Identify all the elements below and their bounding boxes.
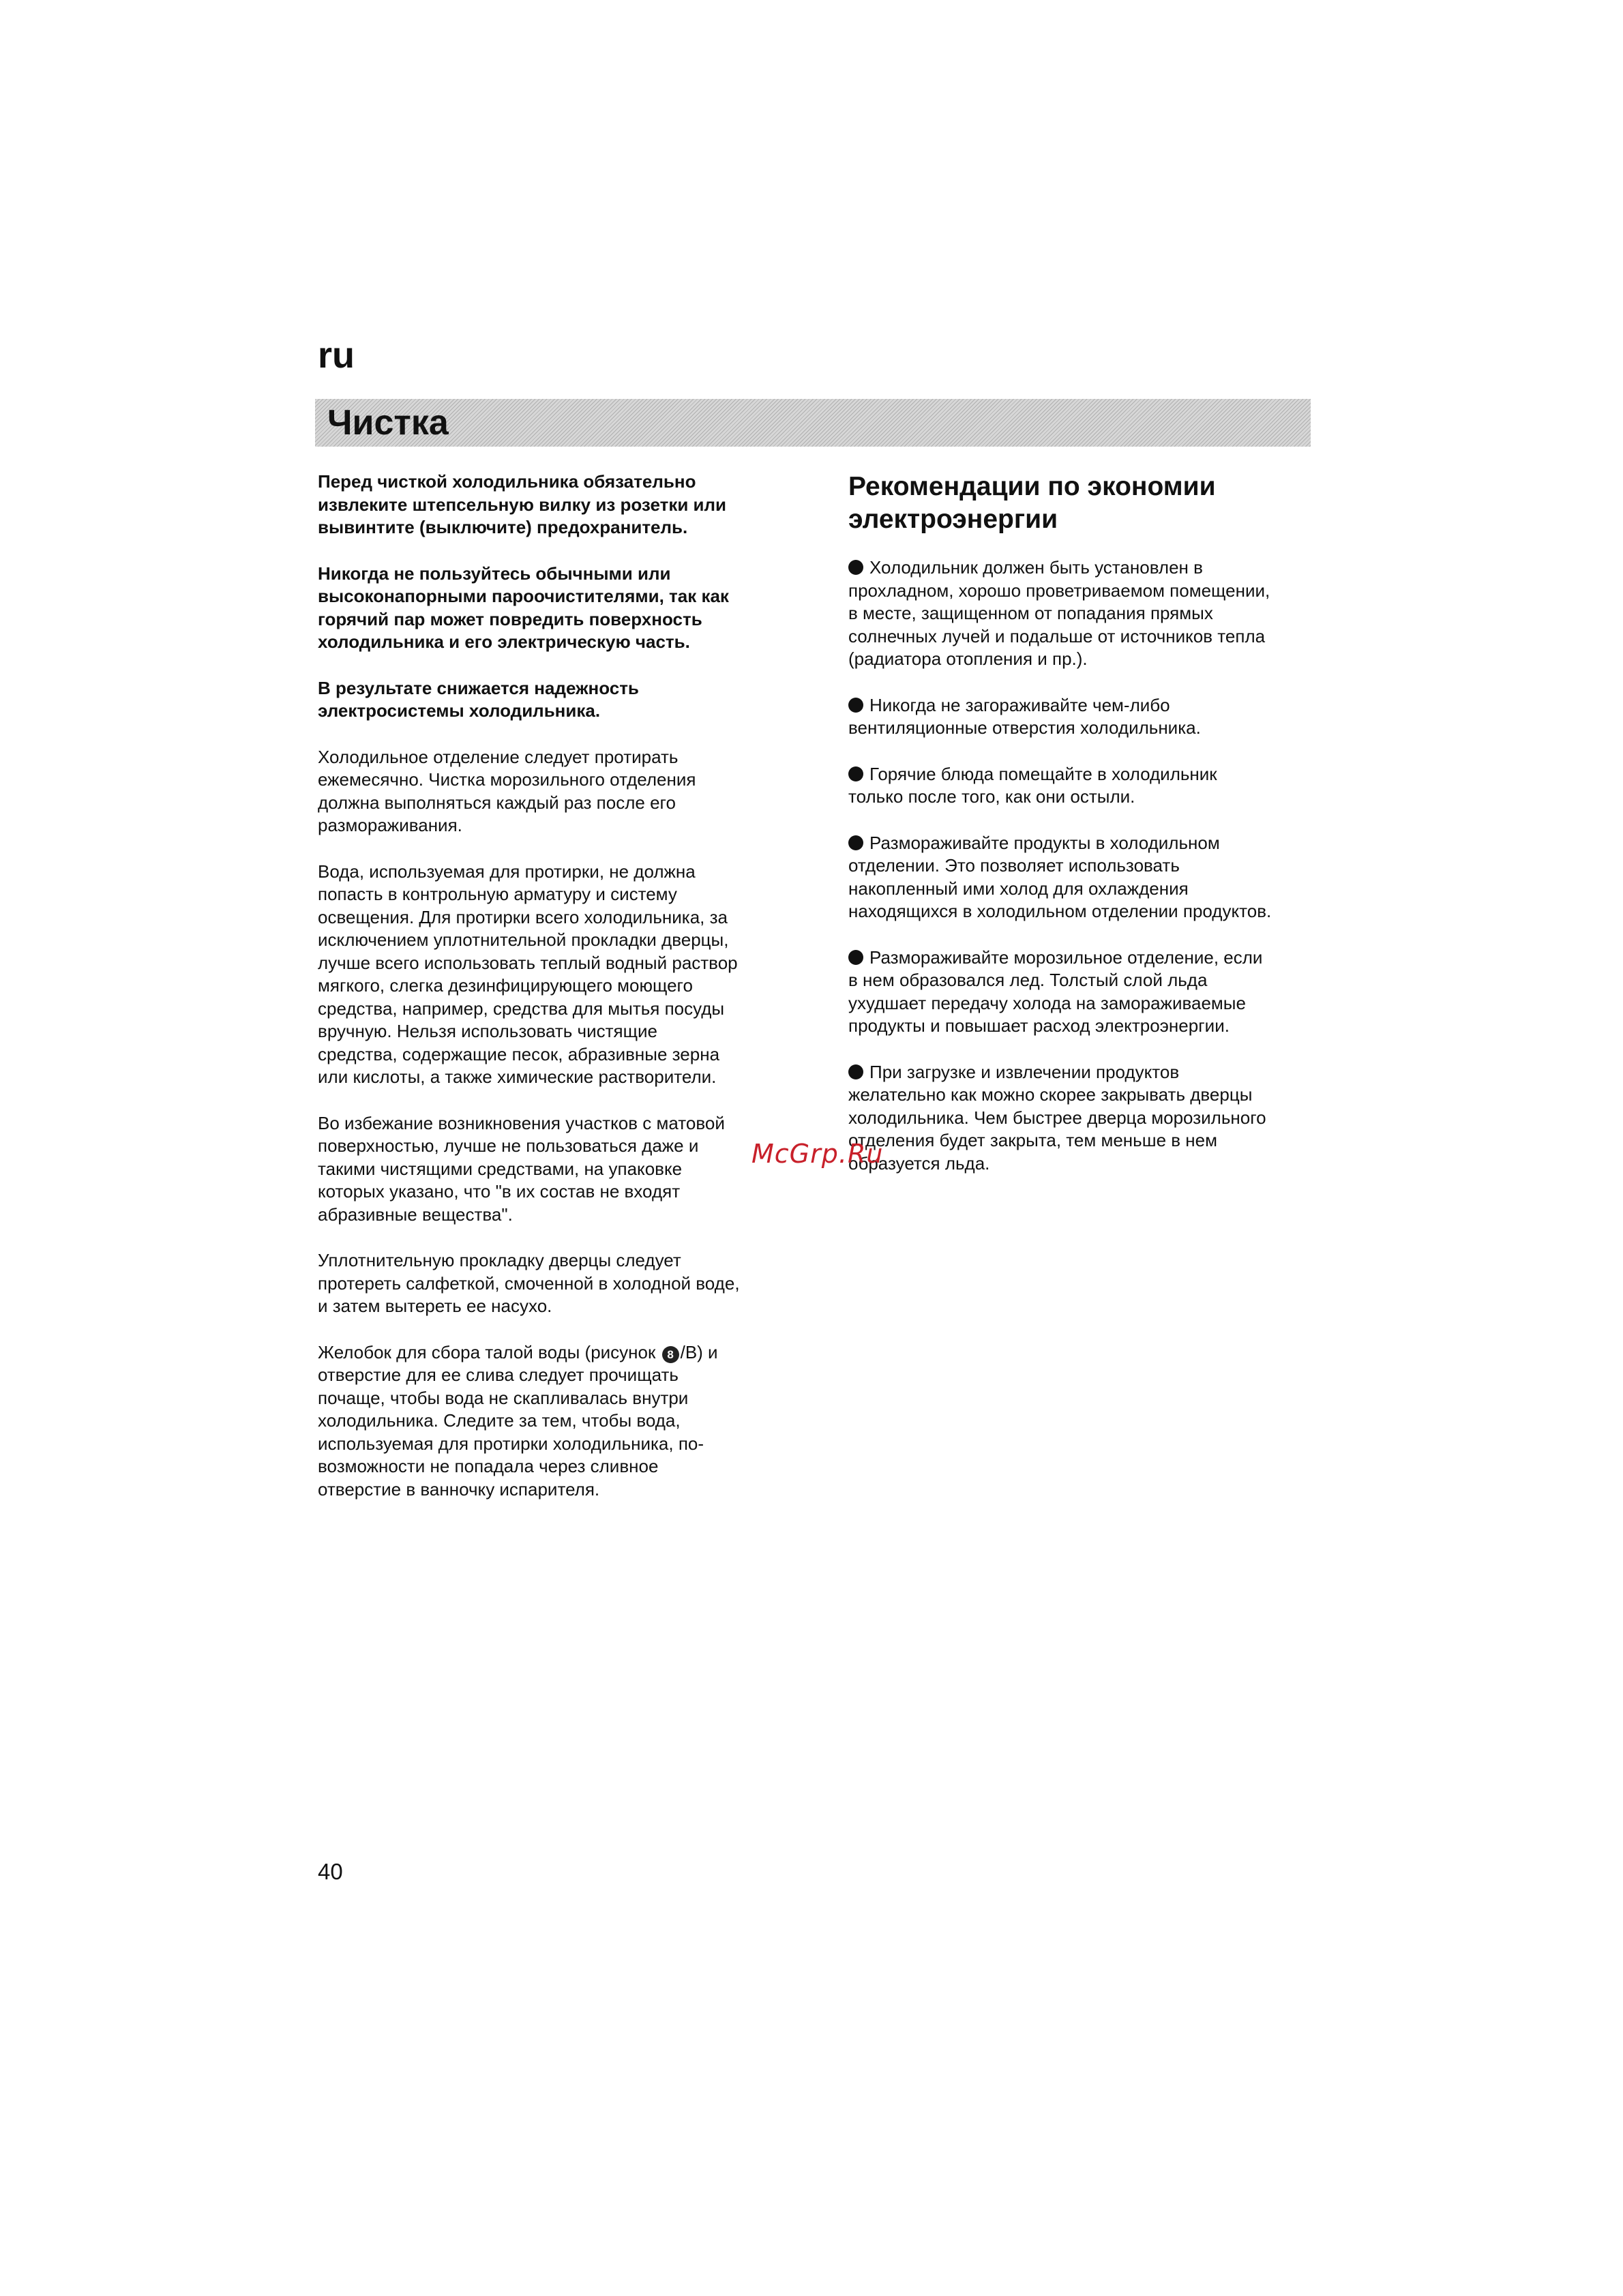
bullet-text: При загрузке и извлечении продуктов желательно как можно скорее закрывать дверцы холодильника. Чем быстрее дверца морозильного отделения будет закрыта, тем меньше в нем образуется льда. [848,1061,1266,1174]
bullet-dot-icon [848,766,863,781]
bullet-item [848,1061,1326,1176]
paragraph-matte-surface: Во избежание возникновения участков с матовой поверхностью, лучше не пользоваться даже и такими чистящими средствами, на упаковке которых указано, что "в их состав не входят абразивные вещества". [318,1112,725,1225]
warning-unplug: Перед чисткой холодильника обязательно извлеките штепсельную вилку из розетки или вывинтите (выключите) предохранитель. [318,471,727,537]
left-column [318,471,795,1524]
language-label: ru [318,335,355,376]
page-number: 40 [318,1859,343,1884]
bullet-dot-icon [848,835,863,850]
bullet-text: Холодильник должен быть установлен в прохладном, хорошо проветриваемом помещении, в месте, защищенном от попадания прямых солнечных лучей и подальше от источников тепла (радиатора отопления и пр.). [848,557,1270,669]
paragraph-drain-channel [318,1341,795,1502]
bullet-dot-icon [848,1064,863,1079]
drain-text-after: /B) и отверстие для ее слива следует прочищать почаще, чтобы вода не скапливалась внутри холодильника. Следите за тем, чтобы вода, используемая для протирки холодильника, по- возможности не попадала через сливное отверстие в ванночку испарителя. [318,1341,718,1500]
bullet-item [848,946,1326,1038]
bullet-item [848,556,1326,671]
bullet-item [848,763,1326,809]
bullet-item [848,832,1326,923]
paragraph-cleaning-frequency: Холодильное отделение следует протирать ежемесячно. Чистка морозильного отделения должна выполняться каждый раз после его размораживания. [318,746,696,835]
bullet-dot-icon [848,950,863,965]
bullet-text: Горячие блюда помещайте в холодильник только после того, как они остыли. [848,763,1217,807]
bullet-dot-icon [848,560,863,575]
section-title-band [315,399,1311,447]
paragraph-door-seal: Уплотнительную прокладку дверцы следует протереть салфеткой, смоченной в холодной воде, и затем вытереть ее насухо. [318,1250,740,1316]
energy-saving-heading: Рекомендации по экономии электроэнергии [848,472,1216,534]
watermark-text: McGrp.Ru [751,1139,884,1169]
bullet-text: Размораживайте продукты в холодильном отделении. Это позволяет использовать накопленный ими холод для охлаждения находящихся в холодильном отделении продуктов. [848,832,1272,921]
bullet-item [848,694,1326,740]
warning-reliability: В результате снижается надежность электросистемы холодильника. [318,677,639,721]
warning-steam-cleaner: Никогда не пользуйтесь обычными или высоконапорными пароочистителями, так как горячий пар может повредить поверхность холодильника и его электрическую часть. [318,563,729,652]
paragraph-cleaning-agents: Вода, используемая для протирки, не должна попасть в контрольную арматуру и систему освещения. Для протирки всего холодильника, за исключением уплотнительной прокладки дверцы, лучше всего использовать теплый водный раствор мягкого, слегка дезинфицирующего моющего средства, например, средства для мытья посуды вручную. Нельзя использовать чистящие средства, содержащие песок, абразивные зерна или кислоты, а также химические растворители. [318,861,738,1087]
bullet-text: Размораживайте морозильное отделение, если в нем образовался лед. Толстый слой льда ухудшает передачу холода на замораживаемые продукты и повышает расход электроэнергии. [848,946,1263,1036]
bullet-dot-icon [848,698,863,713]
section-title: Чистка [327,403,449,443]
bullet-text: Никогда не загораживайте чем-либо вентиляционные отверстия холодильника. [848,694,1201,738]
drain-text-before: Желобок для сбора талой воды (рисунок [318,1341,661,1362]
right-column [848,471,1326,1198]
figure-reference-icon: 8 [662,1346,679,1363]
